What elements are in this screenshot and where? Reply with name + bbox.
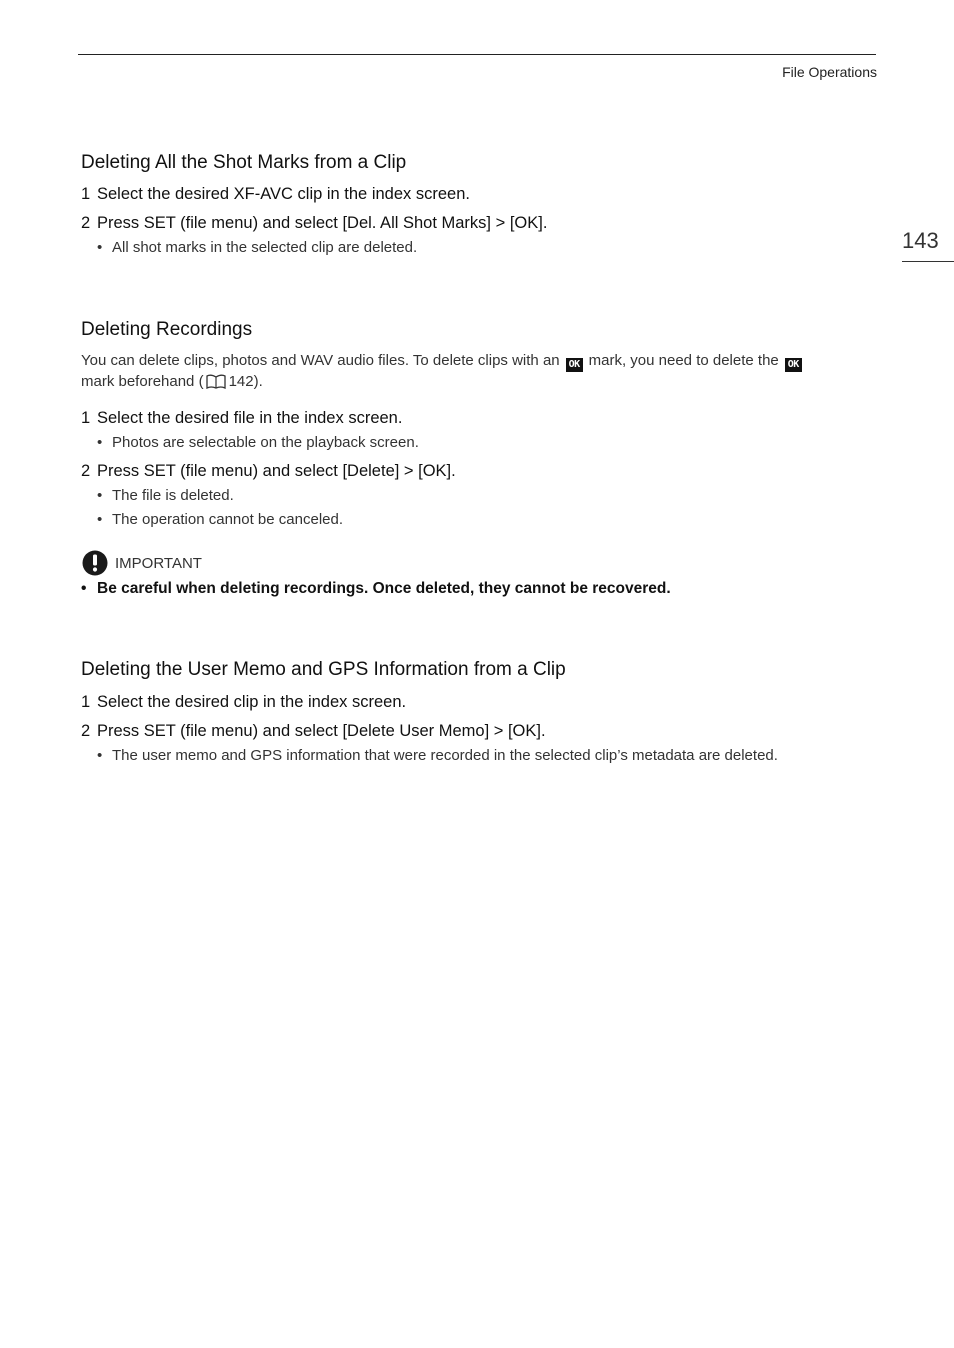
step-number: 2 [81,722,91,740]
book-icon [206,374,226,389]
bullet-item [97,434,419,451]
step-text: Press SET (file menu) and select [Delete User Memo] > [OK]. [97,722,546,740]
bullet-symbol: • [97,434,103,451]
important-warning [81,580,671,598]
bullet-symbol: • [97,747,103,764]
intro-paragraph: You can delete clips, photos and WAV audio files. To delete clips with an OK mark, you need to delete the OK mark beforehand ( 142). [81,351,871,392]
step-number: 2 [81,214,91,232]
exclamation-circle-icon [81,550,109,576]
warning-text: Be careful when deleting recordings. Once deleted, they cannot be recovered. [97,580,671,597]
section-title-shot-marks: Deleting All the Shot Marks from a Clip [81,152,407,173]
bullet-text: The operation cannot be canceled. [112,511,343,528]
header-rule [78,54,876,55]
step-text: Select the desired file in the index screen. [97,409,403,427]
bullet-symbol: • [97,511,103,528]
bullet-symbol: • [97,487,103,504]
bullet-item [97,239,417,256]
step-text: Press SET (file menu) and select [Delete] > [OK]. [97,462,456,480]
step-text: Press SET (file menu) and select [Del. All Shot Marks] > [OK]. [97,214,548,232]
bullet-text: The user memo and GPS information that were recorded in the selected clip’s metadata are deleted. [112,747,778,764]
bullet-symbol: • [97,239,103,256]
step [81,214,547,233]
step [81,409,402,428]
bullet-text: Photos are selectable on the playback screen. [112,434,419,451]
bullet-text: All shot marks in the selected clip are deleted. [112,239,418,256]
step [81,722,546,741]
bullet-symbol: • [81,580,87,597]
step-number: 1 [81,409,91,427]
page-number: 143 [902,228,939,253]
section-title-user-memo: Deleting the User Memo and GPS Information from a Clip [81,659,566,680]
step-number: 1 [81,185,91,203]
bullet-item [97,511,343,528]
step [81,693,406,712]
step-text: Select the desired clip in the index screen. [97,693,407,711]
important-label: IMPORTANT [115,555,202,572]
ok-mark-icon: OK [566,358,583,372]
step-text: Select the desired XF-AVC clip in the index screen. [97,185,470,203]
step [81,462,456,481]
running-head: File Operations [782,64,877,80]
step [81,185,470,204]
bullet-item [97,487,234,504]
ok-mark-icon: OK [785,358,802,372]
step-number: 1 [81,693,91,711]
section-title-deleting-recordings: Deleting Recordings [81,319,253,340]
bullet-text: The file is deleted. [112,487,234,504]
bullet-item [97,747,778,764]
step-number: 2 [81,462,91,480]
page-number-rule [902,261,954,262]
